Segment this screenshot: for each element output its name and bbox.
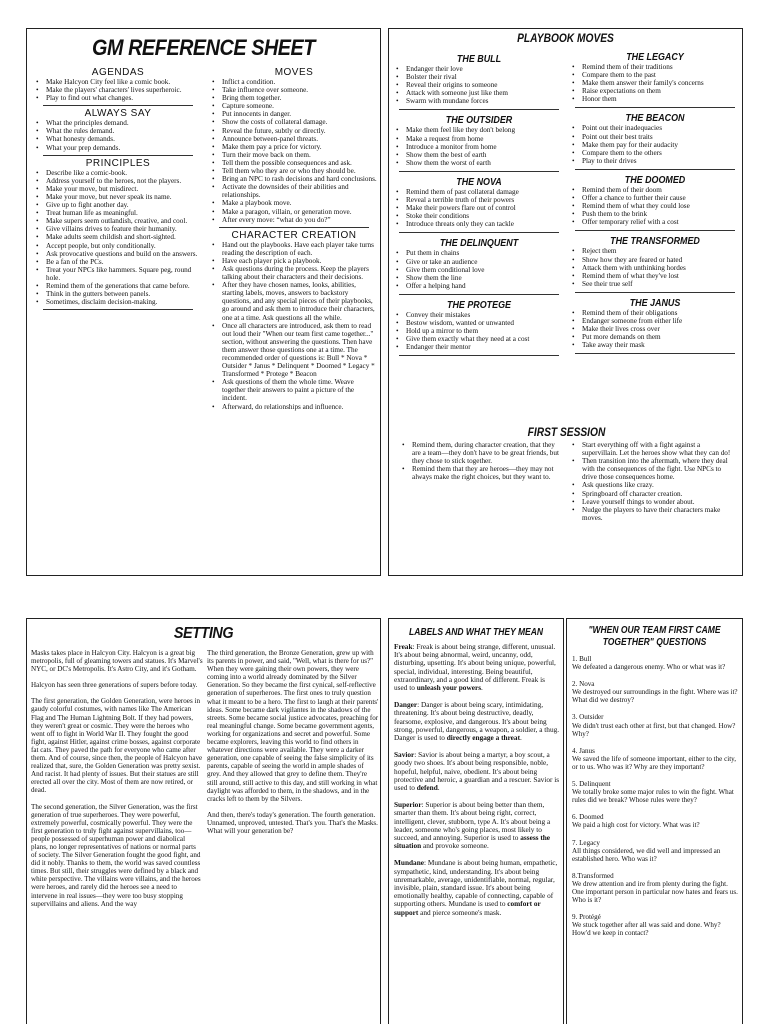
first-session-right — [569, 441, 735, 522]
playbook-move-list — [393, 311, 565, 351]
list-item: • Honor them — [569, 95, 741, 103]
agendas-title: AGENDAS — [91, 67, 145, 78]
label-entry — [394, 701, 560, 742]
list-item: • Take away their mask — [569, 341, 741, 349]
list-item: • Compare them to the past — [569, 71, 741, 79]
character-creation-title: CHARACTER CREATION — [231, 229, 357, 241]
list-item: • Play to find out what changes. — [33, 94, 203, 102]
list-item: • What the rules demand. — [33, 127, 203, 135]
label-name: Danger — [394, 700, 418, 710]
list-item: • Show how they are feared or hated — [569, 256, 741, 264]
playbook-heading: THE BEACON — [625, 112, 685, 125]
list-item: • After they have chosen names, looks, abilities, starting labels, moves, answers to backstory questions, and any special pieces of their playbooks, go around and ask them to introduce their characters, one at a time. Ask questions all the while. — [209, 281, 379, 321]
always-say-title: ALWAYS SAY — [84, 108, 152, 120]
label-name: Savior — [394, 750, 415, 760]
question-text: All things considered, we did well and impressed an established hero. Who was it? — [572, 846, 721, 863]
list-item: • Ask questions during the process. Keep the players talking about their characters and their decisions. — [209, 265, 379, 281]
setting-paragraph: Masks takes place in Halcyon City. Halcyon is a great big metropolis, full of gleaming towers and statues. It's Marvel's NYC, or DC's Metropolis. It's Astro City, and it's Gotham. — [31, 649, 203, 674]
list-item: • Attack them with unthinking hordes — [569, 264, 741, 272]
playbook-move-list — [569, 63, 741, 103]
label-entry — [394, 859, 560, 916]
labels-panel — [388, 618, 564, 1024]
list-item: • Offer a helping hand — [393, 282, 565, 290]
team-question — [572, 713, 738, 737]
list-item: • Inflict a condition. — [209, 78, 379, 86]
list-item: • Introduce threats only they can tackle — [393, 220, 565, 228]
label-end: . — [520, 733, 522, 743]
list-item: • Once all characters are introduced, ask them to read out loud their "When our team first came together..." section, without answering the questions. Then have them answer those questions one at a time. The recommended order of questions is: Bull * Nova * Outsider * Janus * Delinquent * Doomed * Legacy * Transformed * Protege * Beacon — [209, 322, 379, 379]
question-text: We totally broke some major rules to win the fight. What rules did we break? Whose rules were they? — [572, 788, 734, 805]
gm-reference-panel — [26, 28, 381, 576]
list-item: • Show them the worst of earth — [393, 159, 565, 167]
question-text: We drew attention and ire from plenty during the fight. One important person in particular now hates and fears us. Who is it? — [572, 879, 738, 905]
list-item: • Give them exactly what they need at a cost — [393, 335, 565, 343]
list-item: • Offer a chance to further their cause — [569, 194, 741, 202]
list-item: • Sometimes, disclaim decision-making. — [33, 298, 203, 306]
list-item: • Make supers seem outlandish, creative, and cool. — [33, 217, 203, 225]
list-item: • Tell them who they are or who they should be. — [209, 167, 379, 175]
playbook-heading: THE DOOMED — [624, 173, 686, 186]
list-item: • Raise expectations on them — [569, 87, 741, 95]
list-item: • Remind them of what they've lost — [569, 272, 741, 280]
list-item: • Reveal their origins to someone — [393, 81, 565, 89]
list-item: • Give villains drives to feature their humanity. — [33, 225, 203, 233]
list-item: • Push them to the brink — [569, 210, 741, 218]
playbook-heading: THE BULL — [456, 53, 502, 65]
setting-panel — [26, 618, 381, 1024]
list-item: • Make a request from home — [393, 135, 565, 143]
list-item: • Reject them — [569, 247, 741, 255]
list-item: • Make adults seem childish and short-sighted. — [33, 233, 203, 241]
gm-title: GM REFERENCE SHEET — [92, 35, 315, 60]
list-item: • Ask questions like crazy. — [569, 481, 735, 489]
list-item: • Have each player pick a playbook. — [209, 257, 379, 265]
list-item: • Remind them of past collateral damage — [393, 188, 565, 196]
label-end: . — [481, 683, 483, 693]
list-item: • Stoke their conditions — [393, 212, 565, 220]
list-item: • Make your move, but never speak its name. — [33, 193, 203, 201]
label-description: : Superior is about being better than them, smarter than them. It's about being right, correct, intelligent, clever, stubborn, type A. It's about being a leader, someone who's going places, most likely to succeed, and annoying. Superior is used to — [394, 800, 551, 843]
setting-paragraph: And then, there's today's generation. The fourth generation. Unnamed, unproved, untested. That's you. That's the Masks. What will your generation be? — [207, 810, 378, 835]
character-creation-list — [209, 241, 379, 411]
setting-title: SETTING — [173, 625, 234, 642]
list-item: • Make their lives cross over — [569, 325, 741, 333]
list-item: • Compare them to the others — [569, 149, 741, 157]
list-item: • Hand out the playbooks. Have each player take turns reading the description of each. — [209, 241, 379, 257]
list-item: • Point out their inadequacies — [569, 124, 741, 132]
team-question — [572, 839, 738, 863]
list-item: • Remind them of their obligations — [569, 309, 741, 317]
setting-paragraph: The third generation, the Bronze Generation, grew up with its parents in power, and said, "Well, what is there for us?" When they were gaining their own powers, they were coming into a world already dominated by the Silver Generation. So they became the first cynical, self-reflective generation of superheroes. The first ones to truly question what it meant to be a hero. The first to laugh at their parents' ideas. Some became dark vigilantes in the shadows of the streets. Some became social justice advocates, preaching for real meaningful change. Some became government agents, working for organizations and secret and powerful. Some became explorers, leaving this world to find others in whatever directions were available. They were a darker generation, one capable of seeing the false simplicity of its parents, capable of seeing the world in ample shades of grey. And they allowed that grey to define them. They're still around, still active to this day, and still working in what daylight was afforded to them, in the shadows, and in the cracks left to them by the Silvers. — [207, 649, 379, 803]
list-item: • Put innocents in danger. — [209, 110, 379, 118]
question-text: We saved the life of someone important, either to the city, or to us. Who was it? Why are they important? — [572, 754, 737, 771]
team-question — [572, 655, 738, 671]
question-label: 6. Doomed — [572, 813, 604, 822]
playbook-heading: THE NOVA — [456, 175, 502, 188]
divider — [43, 105, 193, 106]
team-question — [572, 872, 738, 904]
list-item: • Put more demands on them — [569, 333, 741, 341]
playbook-move-list — [569, 124, 741, 164]
list-item: • Remind them, during character creation, that they are a team—they don't have to be great friends, but they chose to stick together. — [399, 441, 561, 465]
agendas-list — [33, 78, 203, 102]
label-name: Freak — [394, 642, 413, 651]
list-item: • Reveal a terrible truth of their powers — [393, 196, 565, 204]
label-use: defend — [416, 783, 438, 793]
list-item: • Reveal the future, subtly or directly. — [209, 127, 379, 135]
question-text: We stuck together after all was said and done. Why? How'd we keep in contact? — [572, 921, 721, 938]
list-item: • Make them feel like they don't belong — [393, 126, 565, 134]
divider — [575, 292, 735, 293]
list-item: • Bring them together. — [209, 94, 379, 102]
list-item: • Turn their move back on them. — [209, 151, 379, 159]
list-item: • Introduce a monitor from home — [393, 143, 565, 151]
label-entry — [394, 751, 560, 792]
list-item: • Be a fan of the PCs. — [33, 258, 203, 266]
list-item: • Think in the gutters between panels. — [33, 290, 203, 298]
label-description: : Savior is about being a martyr, a boy scout, a goody two shoes. It's about being responsible, noble, hopeful, helpful, naive, obedient. It's about being protective and heroic, a guardian and a rescuer. Savior is used to — [394, 750, 560, 793]
list-item: • Bring an NPC to rash decisions and hard conclusions. — [209, 175, 379, 183]
divider — [399, 109, 559, 110]
label-use: unleash your powers — [416, 683, 482, 693]
setting-paragraph: The first generation, the Golden Generation, were heroes in gaudy colorful costumes, with names like The American Flag and The Human Lightning Bolt. If they had powers, they weren't great or cosmic. They were the heroes who went off to fight in World War II. They fought the good fight, against Hitler, against crime bosses, against corporate fat cats. They paved the path for everyone who came after them. And of course, since then, the people of Halcyon have realized that, sure, the Golden Generation was pretty sexist. And racist. It had plenty of issues. But their statues are still erected all over the city. Most of them are now retired, or dead. — [31, 697, 203, 795]
divider — [399, 294, 559, 295]
list-item: • Bestow wisdom, wanted or unwanted — [393, 319, 565, 327]
label-end: . — [437, 783, 440, 793]
list-item: • Point out their best traits — [569, 133, 741, 141]
list-item: • Make Halcyon City feel like a comic book. — [33, 78, 203, 86]
list-item: • What your prep demands. — [33, 144, 203, 152]
divider — [575, 107, 735, 108]
list-item: • Endanger their mentor — [393, 343, 565, 351]
playbook-heading: THE LEGACY — [626, 51, 684, 63]
playbook-heading: THE JANUS — [629, 296, 681, 309]
divider — [399, 232, 559, 233]
list-item: • Show the costs of collateral damage. — [209, 118, 379, 126]
label-use: assess the situation — [394, 833, 551, 851]
list-item: • Attack with someone just like them — [393, 89, 565, 97]
list-item: • Make them pay for their audacity — [569, 141, 741, 149]
question-label: 9. Protégé — [572, 913, 601, 922]
list-item: • Make them pay a price for victory. — [209, 143, 379, 151]
list-item: • Describe like a comic-book. — [33, 169, 203, 177]
playbook-move-list — [569, 309, 741, 349]
list-item: • See their true self — [569, 280, 741, 288]
list-item: • Treat human life as meaningful. — [33, 209, 203, 217]
list-item: • Put them in chains — [393, 249, 565, 257]
playbook-move-list — [393, 249, 565, 289]
list-item: • Give up to fight another day. — [33, 201, 203, 209]
list-item: • Show them the best of earth — [393, 151, 565, 159]
list-item: • What honesty demands. — [33, 135, 203, 143]
setting-column-1 — [31, 649, 203, 916]
setting-column-2 — [207, 649, 379, 843]
playbook-heading: THE TRANSFORMED — [610, 235, 700, 248]
question-label: 5. Delinquent — [572, 780, 611, 789]
first-session-left — [399, 441, 561, 481]
setting-paragraph: The second generation, the Silver Generation, was the first generation of true superheroes. They were powerful, extremely powerful, cosmically powerful. They were the first generation to truly fight against supervillains, too—people possessed of superhuman power and diabolical plans, no longer representatives of nations or normal parts of society. The Silver Generation fought the good fight, and did it nobly. Thanks to them, the world was saved countless times. But still, their struggles were defined by a black and white perspective. The villains were villains, and the heroes were heroes, and rarely did the heroes see a need to intervene in real issues—they were too busy stopping supervillains and aliens. And the way — [31, 802, 201, 908]
label-entry — [394, 643, 560, 692]
label-description: : Freak is about being strange, different, unusual. It's about being abnormal, weird, uncanny, odd, disturbing, upsetting. It's about being unique, powerful, special, individual, interesting. Being beautiful, extraordinary, and a good kind of different. Freak is used to — [394, 642, 556, 693]
playbook-heading: THE DELINQUENT — [439, 237, 519, 250]
divider — [399, 355, 559, 356]
gm-right-column — [209, 67, 379, 411]
label-use: comfort or support — [394, 899, 541, 917]
list-item: • Show them the line — [393, 274, 565, 282]
list-item: • Announce between-panel threats. — [209, 135, 379, 143]
list-item: • Convey their mistakes — [393, 311, 565, 319]
list-item: • Remind them that they are heroes—they may not always make the right choices, but they want to. — [399, 465, 561, 481]
list-item: • Make them answer their family's concerns — [569, 79, 741, 87]
label-entry — [394, 801, 560, 850]
question-text: We didn't trust each other at first, but that changed. How? Why? — [572, 721, 736, 738]
list-item: • Give or take an audience — [393, 258, 565, 266]
team-questions-panel — [566, 618, 743, 1024]
list-item: • Treat your NPCs like hammers. Square peg, round hole. — [33, 266, 203, 282]
list-item: • Make a paragon, villain, or generation move. — [209, 208, 379, 216]
playbook-moves-panel — [388, 28, 743, 576]
list-item: • Accept people, but only conditionally. — [33, 242, 203, 250]
list-item: • Remind them of their traditions — [569, 63, 741, 71]
list-item: • Leave yourself things to wonder about. — [569, 498, 735, 506]
divider — [219, 227, 369, 228]
playbook-move-list — [569, 186, 741, 226]
list-item: • Start everything off with a fight against a supervillain. Let the heroes show what they can do! — [569, 441, 735, 457]
question-label: 8.Transformed — [572, 871, 614, 880]
playbook-move-list — [393, 126, 565, 166]
playbook-move-list — [393, 65, 565, 105]
principles-title: PRINCIPLES — [85, 157, 151, 169]
list-item: • Afterward, do relationships and influence. — [209, 403, 379, 411]
playbook-move-list — [569, 247, 741, 287]
moves-title: MOVES — [274, 67, 314, 78]
setting-paragraph: Halcyon has seen three generations of supers before today. — [31, 681, 198, 690]
question-label: 4. Janus — [572, 746, 595, 755]
divider — [399, 171, 559, 172]
divider — [575, 230, 735, 231]
list-item: • Ask questions of them the whole time. Weave together their answers to paint a picture of the incident. — [209, 378, 379, 402]
list-item: • Capture someone. — [209, 102, 379, 110]
team-questions-list — [572, 655, 738, 946]
team-question — [572, 780, 738, 804]
list-item: • Make their powers flare out of control — [393, 204, 565, 212]
question-text: We paid a high cost for victory. What was it? — [572, 821, 700, 830]
list-item: • Remind them of their doom — [569, 186, 741, 194]
label-end: and provoke someone. — [421, 841, 489, 851]
team-question — [572, 680, 738, 704]
list-item: • Activate the downsides of their abilities and relationships. — [209, 183, 379, 199]
team-question — [572, 747, 738, 771]
label-use: directly engage a threat — [446, 733, 520, 743]
gm-left-column — [33, 67, 203, 312]
list-item: • After every move: “what do you do?” — [209, 216, 379, 224]
labels-list — [394, 643, 560, 926]
list-item: • Springboard off character creation. — [569, 490, 735, 498]
question-text: We destroyed our surroundings in the fight. Where was it? What did we destroy? — [572, 688, 738, 705]
divider — [43, 309, 193, 310]
question-label: 1. Bull — [572, 655, 592, 663]
question-label: 3. Outsider — [572, 713, 604, 722]
always-say-list — [33, 119, 203, 151]
label-description: : Mundane is about being human, empathetic, sympathetic, kind, understanding. It's about being unremarkable, average, unidentifiable, normal, regular, invisible, plain, standard issue. It's about being emotionally healthy, capable of connecting, capable of supporting others. Mundane is used to — [394, 858, 558, 909]
team-question — [572, 813, 738, 829]
list-item: • What the principles demand. — [33, 119, 203, 127]
list-item: • Offer temporary relief with a cost — [569, 218, 741, 226]
first-session-section — [389, 425, 743, 522]
list-item: • Make the players' characters' lives superheroic. — [33, 86, 203, 94]
divider — [43, 155, 193, 156]
playbook-moves-title: PLAYBOOK MOVES — [517, 31, 614, 45]
list-item: • Nudge the players to have their characters make moves. — [569, 506, 735, 522]
playbook-heading: THE PROTEGE — [447, 298, 511, 311]
list-item: • Endanger their love — [393, 65, 565, 73]
first-session-title: FIRST SESSION — [527, 425, 606, 439]
label-description: : Danger is about being scary, intimidating, threatening. It's about being destructive, deadly, fearsome, explosive, and dangerous. It's about being strong, powerful, dangerous, a weapon, a soldier, a thug. Danger is used to — [394, 700, 560, 743]
divider — [575, 353, 735, 354]
list-item: • Bolster their rival — [393, 73, 565, 81]
list-item: • Take influence over someone. — [209, 86, 379, 94]
list-item: • Hold up a mirror to them — [393, 327, 565, 335]
question-label: 7. Legacy — [572, 838, 600, 847]
list-item: • Remind them of what they could lose — [569, 202, 741, 210]
list-item: • Make your move, but misdirect. — [33, 185, 203, 193]
question-label: 2. Nova — [572, 680, 595, 689]
playbook-right-column — [569, 47, 741, 356]
divider — [575, 169, 735, 170]
principles-list — [33, 169, 203, 307]
list-item: • Give them conditional love — [393, 266, 565, 274]
list-item: • Tell them the possible consequences and ask. — [209, 159, 379, 167]
list-item: • Remind them of the generations that came before. — [33, 282, 203, 290]
moves-list — [209, 78, 379, 224]
list-item: • Make a playbook move. — [209, 199, 379, 207]
labels-title: LABELS AND WHAT THEY MEAN — [409, 627, 543, 638]
list-item: • Ask provocative questions and build on the answers. — [33, 250, 203, 258]
team-question — [572, 913, 738, 937]
list-item: • Then transition into the aftermath, where they deal with the consequences of the fight. Use NPCs to drive those consequences home. — [569, 457, 735, 481]
label-name: Superior — [394, 800, 422, 810]
list-item: • Play to their drives — [569, 157, 741, 165]
question-text: We defeated a dangerous enemy. Who or what was it? — [572, 663, 726, 672]
team-questions-title: "WHEN OUR TEAM FIRST CAME TOGETHER" QUESTIONS — [588, 625, 721, 648]
label-name: Mundane — [394, 858, 425, 868]
playbook-move-list — [393, 188, 565, 228]
playbook-heading: THE OUTSIDER — [445, 114, 513, 127]
list-item: • Address yourself to the heroes, not the players. — [33, 177, 203, 185]
list-item: • Endanger someone from either life — [569, 317, 741, 325]
list-item: • Swarm with mundane forces — [393, 97, 565, 105]
playbook-left-column — [393, 49, 565, 358]
label-end: and pierce someone's mask. — [418, 907, 502, 917]
